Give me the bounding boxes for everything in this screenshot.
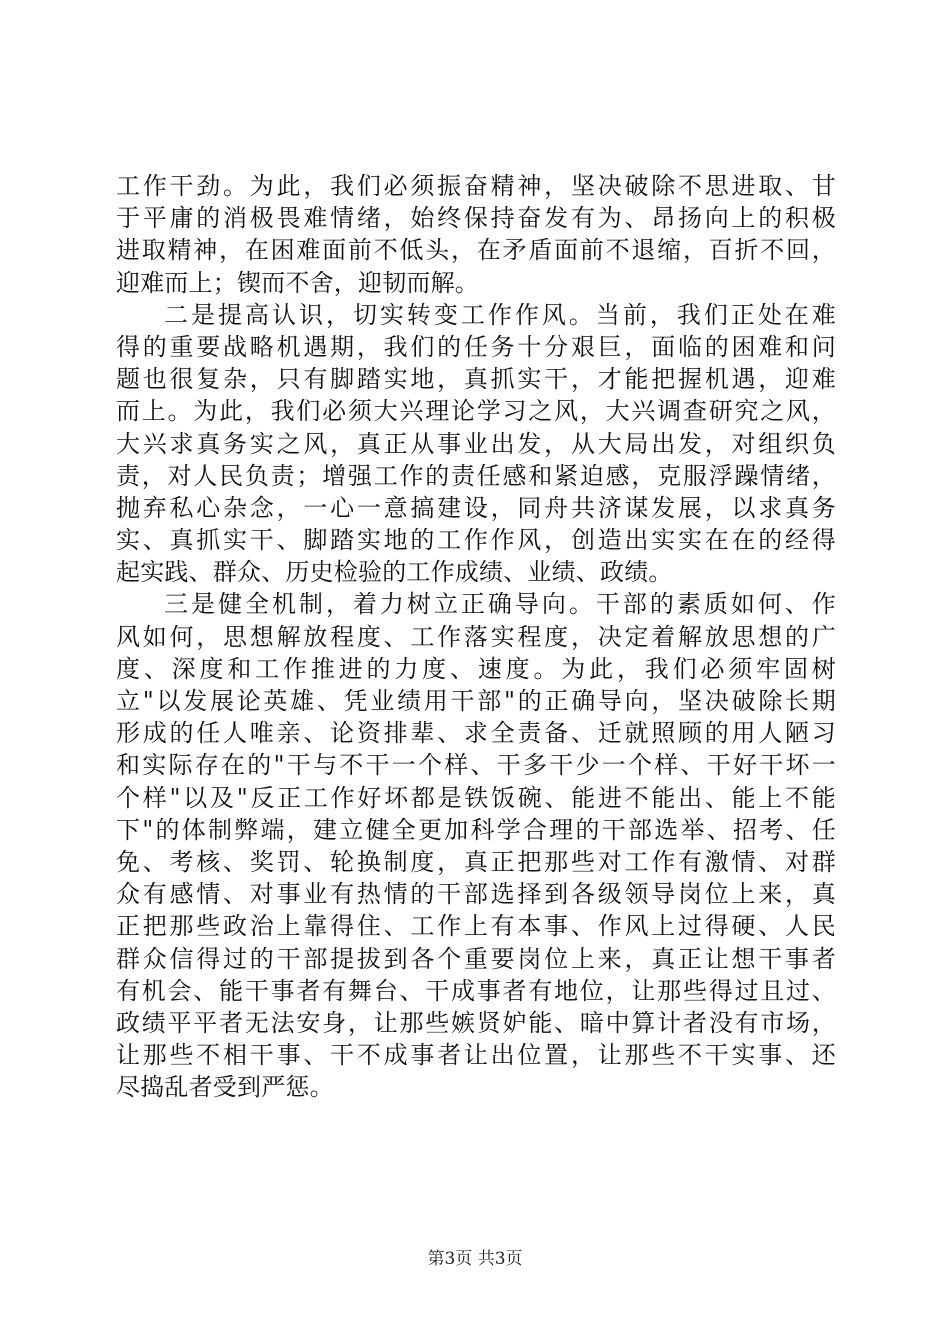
- text-line: 大兴求真务实之风，真正从事业出发，从大局出发，对组织负: [116, 429, 836, 458]
- text-line: 众有感情、对事业有热情的干部选择到各级领导岗位上来，真: [116, 880, 836, 909]
- text-line: 个样"以及"反正工作好坏都是铁饭碗、能进不能出、能上不能: [116, 783, 836, 812]
- text-line: 风如何，思想解放程度、工作落实程度，决定着解放思想的广: [116, 622, 836, 651]
- text-line: 政绩平平者无法安身，让那些嫉贤妒能、暗中算计者没有市场，: [116, 1008, 836, 1037]
- text-line: 有机会、能干事者有舞台、干成事者有地位，让那些得过且过、: [116, 976, 836, 1005]
- text-line: 迎难而上；锲而不舍，迎韧而解。: [116, 268, 479, 297]
- text-line: 度、深度和工作推进的力度、速度。为此，我们必须牢固树: [116, 654, 836, 683]
- text-line: 抛弃私心杂念，一心一意搞建设，同舟共济谋发展，以求真务: [116, 493, 836, 522]
- text-line: 形成的任人唯亲、论资排辈、求全责备、迁就照顾的用人陋习: [116, 719, 836, 748]
- text-line: 实、真抓实干、脚踏实地的工作作风，创造出实实在在的经得: [116, 526, 836, 555]
- text-line: 免、考核、奖罚、轮换制度，真正把那些对工作有激情、对群: [116, 847, 836, 876]
- text-line: 和实际存在的"干与不干一个样、干多干少一个样、干好干坏一: [116, 751, 836, 780]
- text-line: 责，对人民负责；增强工作的责任感和紧迫感，克服浮躁情绪，: [116, 461, 836, 490]
- text-line: 进取精神，在困难面前不低头，在矛盾面前不退缩，百折不回，: [116, 236, 836, 265]
- text-line: 群众信得过的干部提拔到各个重要岗位上来，真正让想干事者: [116, 944, 836, 973]
- text-line: 立"以发展论英雄、凭业绩用干部"的正确导向，坚决破除长期: [116, 687, 836, 715]
- text-line: 得的重要战略机遇期，我们的任务十分艰巨，面临的困难和问: [116, 332, 836, 361]
- body-text: [116, 170, 836, 1103]
- text-line: 二是提高认识，切实转变工作作风。当前，我们正处在难: [164, 300, 836, 329]
- text-line: 正把那些政治上靠得住、工作上有本事、作风上过得硬、人民: [116, 912, 836, 941]
- text-line: 工作干劲。为此，我们必须振奋精神，坚决破除不思进取、甘: [116, 172, 836, 200]
- text-line: 尽捣乱者受到严惩。: [116, 1073, 334, 1102]
- text-line: 让那些不相干事、干不成事者让出位置，让那些不干实事、还: [116, 1041, 836, 1070]
- text-line: 起实践、群众、历史检验的工作成绩、业绩、政绩。: [116, 558, 673, 587]
- page-footer: 第3页 共3页: [427, 1249, 523, 1269]
- text-line: 题也很复杂，只有脚踏实地，真抓实干，才能把握机遇，迎难: [116, 365, 836, 394]
- text-line: 而上。为此，我们必须大兴理论学习之风，大兴调查研究之风，: [116, 397, 836, 426]
- text-line: 下"的体制弊端，建立健全更加科学合理的干部选举、招考、任: [116, 815, 836, 844]
- text-line: 三是健全机制，着力树立正确导向。干部的素质如何、作: [164, 590, 836, 619]
- text-line: 于平庸的消极畏难情绪，始终保持奋发有为、昂扬向上的积极: [116, 204, 836, 233]
